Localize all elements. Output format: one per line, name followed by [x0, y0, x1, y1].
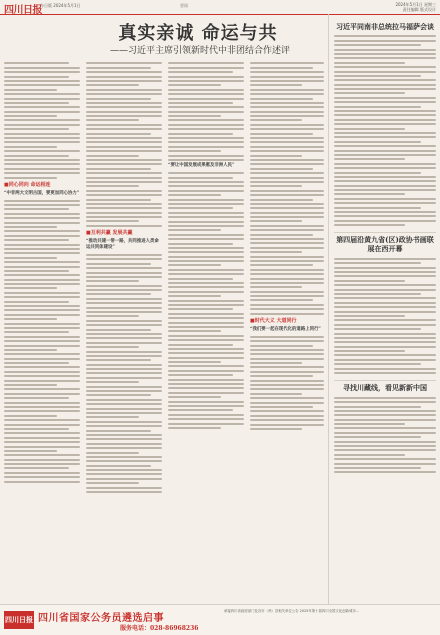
footer-notes: 承接四川省政府部门及各市（州）县相关单位公告 2025年第十届四川全国文化创新城市… — [224, 609, 360, 613]
article-column-1 — [4, 60, 80, 600]
issue-info: 今日版 2024年5月1日 — [40, 3, 81, 8]
footer-advertisement — [0, 604, 440, 635]
article-column-4 — [250, 60, 324, 600]
pull-quote-1: “中非两大文明古国，要更加同心协力” — [4, 190, 80, 196]
footer-headline: 四川省国家公务员遴选启事 — [38, 613, 164, 624]
article-box-2 — [334, 232, 436, 376]
article-title-2: 第四届沿黄九省(区)政协书画联展在西开幕 — [336, 235, 434, 254]
article-box-3 — [334, 380, 436, 475]
section-heading-1: ■同心同向 命运相连 — [4, 181, 51, 188]
pull-quote-4: “我们要一起在现代化的道路上同行” — [250, 326, 321, 332]
article-body-3 — [334, 394, 436, 475]
article-title-1: 习近平同南非总统拉马福萨会谈 — [336, 22, 434, 31]
article-body-1 — [334, 33, 436, 228]
newspaper-logo: 四川日报 — [4, 5, 42, 16]
main-headline: 真实亲诚 命运与共 — [118, 23, 278, 44]
footer-logo-badge: 四川日报 — [4, 611, 34, 629]
pull-quote-3: “要让中国发展成果惠及非洲人民” — [168, 163, 235, 169]
main-subheadline: ——习近平主席引领新时代中非团结合作述评 — [109, 46, 290, 56]
article-title-3: 寻找川藏线，看见新新中国 — [343, 383, 427, 393]
section-heading-2: ■互利共赢 发展共赢 — [86, 229, 133, 236]
article-column-3 — [168, 60, 244, 600]
pull-quote-2: “推动共建一带一路，共同推进人类命运共同体建设” — [86, 238, 159, 250]
article-body-2 — [334, 255, 436, 376]
date-info: 2024年5月1日 星期三 责任编辑 版式设计 — [395, 2, 436, 12]
article-column-2 — [86, 60, 162, 600]
footer-phone: 服务电话：028-86968236 — [120, 625, 199, 632]
masthead — [0, 0, 440, 15]
right-column — [334, 14, 436, 476]
section-heading-3: ■时代大义 大道同行 — [250, 317, 297, 324]
section-name: 要闻 — [180, 3, 188, 8]
column-divider — [328, 14, 329, 604]
